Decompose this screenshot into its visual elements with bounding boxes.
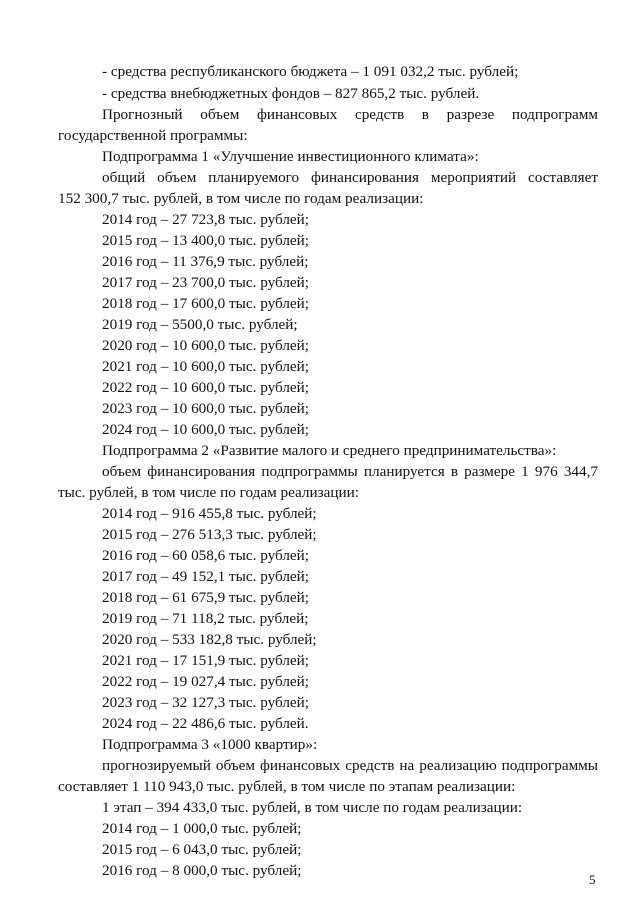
text-line-8: 2014 год – 27 723,8 тыс. рублей; (102, 211, 310, 228)
text-line-27: 2019 год – 71 118,2 тыс. рублей; (102, 610, 309, 627)
text-line-34: прогнозируемый объем финансовых средств на реализацию подпрограммы (102, 757, 598, 774)
text-line-20: объем финансирования подпрограммы планируется в размере 1 976 344,7 (102, 463, 598, 480)
text-line-11: 2017 год – 23 700,0 тыс. рублей; (102, 274, 310, 291)
text-line-7: 152 300,7 тыс. рублей, в том числе по годам реализации: (58, 190, 424, 207)
text-line-38: 2015 год – 6 043,0 тыс. рублей; (102, 841, 302, 858)
text-line-31: 2023 год – 32 127,3 тыс. рублей; (102, 694, 310, 711)
text-line-9: 2015 год – 13 400,0 тыс. рублей; (102, 232, 310, 249)
text-line-1: - средства республиканского бюджета – 1 091 032,2 тыс. рублей; (102, 63, 519, 80)
text-line-16: 2022 год – 10 600,0 тыс. рублей; (102, 379, 310, 396)
text-line-5: Подпрограмма 1 «Улучшение инвестиционного климата»: (102, 148, 479, 165)
text-line-3: Прогнозный объем финансовых средств в разрезе подпрограмм (102, 106, 598, 123)
text-line-33: Подпрограмма 3 «1000 квартир»: (102, 736, 318, 753)
text-line-36: 1 этап – 394 433,0 тыс. рублей, в том числе по годам реализации: (102, 799, 523, 816)
text-line-12: 2018 год – 17 600,0 тыс. рублей; (102, 295, 310, 312)
text-line-2: - средства внебюджетных фондов – 827 865,2 тыс. рублей. (102, 85, 480, 102)
text-line-13: 2019 год – 5500,0 тыс. рублей; (102, 316, 298, 333)
text-line-24: 2016 год – 60 058,6 тыс. рублей; (102, 547, 310, 564)
text-line-23: 2015 год – 276 513,3 тыс. рублей; (102, 526, 317, 543)
text-line-39: 2016 год – 8 000,0 тыс. рублей; (102, 862, 302, 879)
text-line-29: 2021 год – 17 151,9 тыс. рублей; (102, 652, 310, 669)
text-line-6: общий объем планируемого финансирования мероприятий составляет (102, 169, 598, 186)
text-line-30: 2022 год – 19 027,4 тыс. рублей; (102, 673, 310, 690)
text-line-4: государственной программы: (58, 127, 248, 144)
text-line-14: 2020 год – 10 600,0 тыс. рублей; (102, 337, 310, 354)
text-line-35: составляет 1 110 943,0 тыс. рублей, в том числе по этапам реализации: (58, 778, 516, 795)
page-number: 5 (589, 872, 596, 887)
text-line-32: 2024 год – 22 486,6 тыс. рублей. (102, 715, 309, 732)
text-line-28: 2020 год – 533 182,8 тыс. рублей; (102, 631, 317, 648)
text-line-15: 2021 год – 10 600,0 тыс. рублей; (102, 358, 310, 375)
text-line-10: 2016 год – 11 376,9 тыс. рублей; (102, 253, 309, 270)
text-line-17: 2023 год – 10 600,0 тыс. рублей; (102, 400, 310, 417)
text-line-22: 2014 год – 916 455,8 тыс. рублей; (102, 505, 317, 522)
text-line-21: тыс. рублей, в том числе по годам реализации: (58, 484, 359, 501)
text-line-37: 2014 год – 1 000,0 тыс. рублей; (102, 820, 302, 837)
text-line-19: Подпрограмма 2 «Развитие малого и среднего предпринимательства»: (102, 442, 557, 459)
text-line-25: 2017 год – 49 152,1 тыс. рублей; (102, 568, 310, 585)
text-line-18: 2024 год – 10 600,0 тыс. рублей; (102, 421, 310, 438)
text-line-26: 2018 год – 61 675,9 тыс. рублей; (102, 589, 310, 606)
